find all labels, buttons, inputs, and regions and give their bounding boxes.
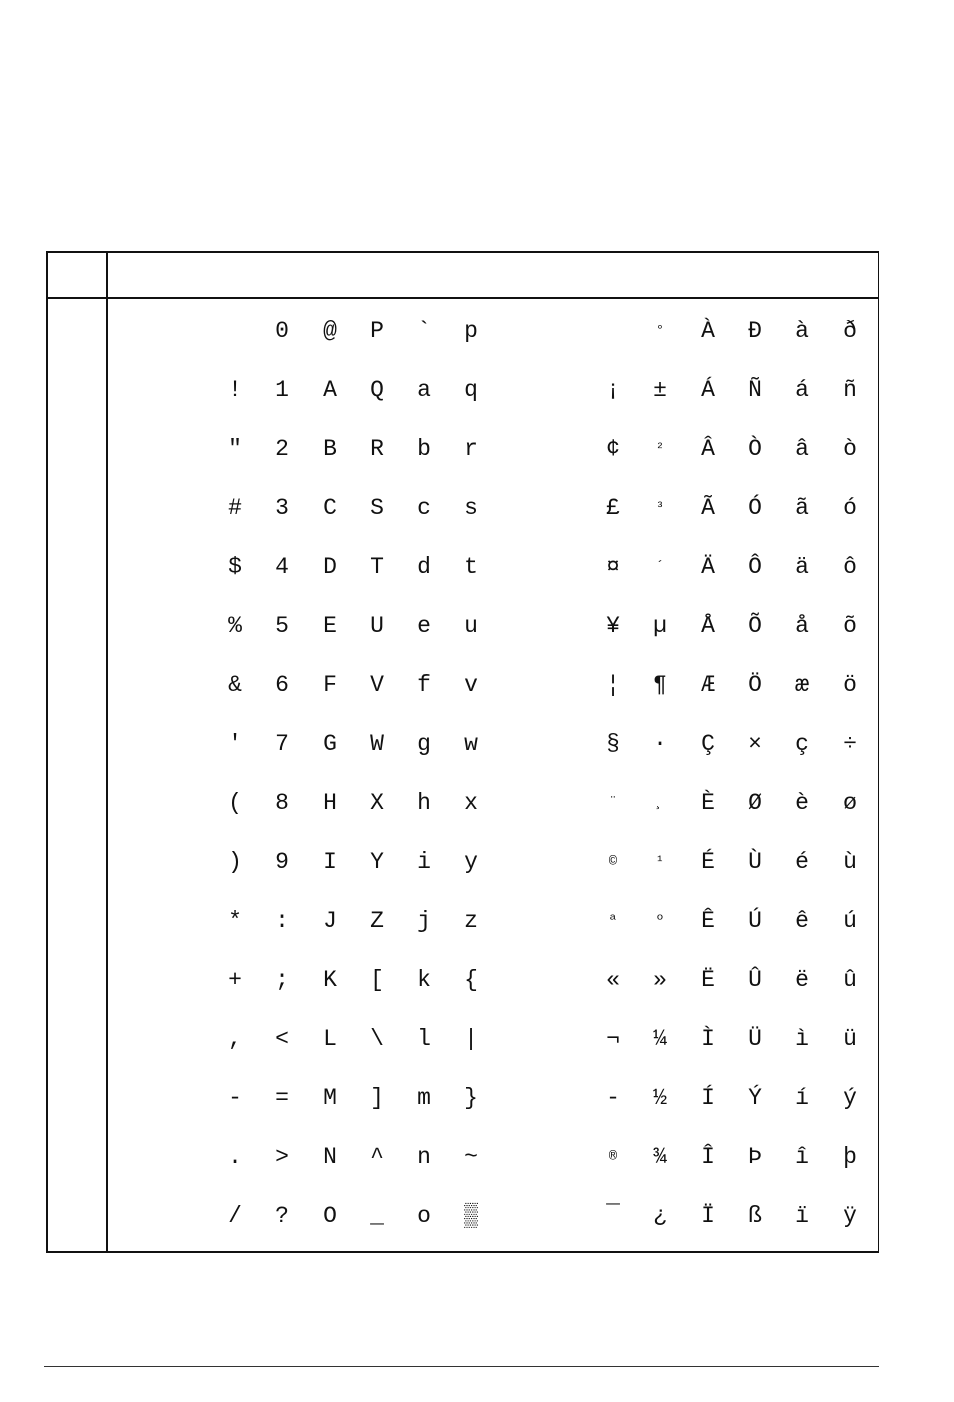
footer-rule xyxy=(44,1366,879,1367)
table-cell-glyph: H xyxy=(323,790,337,816)
table-cell-glyph: Í xyxy=(701,1085,715,1111)
table-cell-glyph: ã xyxy=(795,495,809,521)
table-cell-glyph: G xyxy=(323,731,337,757)
table-cell-glyph: ô xyxy=(843,554,857,580)
table-cell-glyph: Æ xyxy=(701,672,715,698)
table-cell-glyph: Ë xyxy=(701,967,715,993)
table-cell-glyph: i xyxy=(417,849,431,875)
table-cell-glyph: ì xyxy=(795,1026,809,1052)
table-cell-glyph: g xyxy=(417,731,431,757)
table-cell-glyph: | xyxy=(464,1026,478,1052)
table-cell-glyph: f xyxy=(417,672,431,698)
table-cell-glyph: P xyxy=(370,318,384,344)
table-cell-glyph: û xyxy=(843,967,857,993)
table-cell-glyph xyxy=(593,313,633,349)
table-cell-glyph: þ xyxy=(843,1144,857,1170)
table-cell-glyph: ç xyxy=(795,731,809,757)
table-cell-glyph: ¡ xyxy=(606,377,620,403)
table-cell-glyph: Ó xyxy=(748,495,762,521)
table-cell-glyph: õ xyxy=(843,613,857,639)
table-cell-glyph: ü xyxy=(843,1026,857,1052)
table-cell-glyph: ' xyxy=(228,731,242,757)
table-cell-glyph: \ xyxy=(370,1026,384,1052)
table-cell-glyph: ÿ xyxy=(843,1203,857,1229)
table-cell-glyph: È xyxy=(701,790,715,816)
table-cell-glyph: ñ xyxy=(843,377,857,403)
table-cell-glyph: · xyxy=(653,731,667,757)
table-cell-glyph: j xyxy=(417,908,431,934)
table-cell-glyph: ? xyxy=(275,1203,289,1229)
table-cell-glyph: R xyxy=(370,436,384,462)
table-cell-glyph: . xyxy=(228,1144,242,1170)
table-cell-glyph: ú xyxy=(843,908,857,934)
table-cell-glyph: u xyxy=(464,613,478,639)
table-cell-glyph: / xyxy=(228,1203,242,1229)
table-cell-glyph: 1 xyxy=(275,377,289,403)
table-cell-glyph: ¢ xyxy=(606,436,620,462)
table-cell-glyph: ^ xyxy=(370,1144,384,1170)
table-cell-glyph: W xyxy=(370,731,384,757)
table-cell-glyph: º xyxy=(655,913,665,929)
table-cell-glyph: n xyxy=(417,1144,431,1170)
table-cell-glyph: t xyxy=(464,554,478,580)
table-cell-glyph: © xyxy=(608,854,618,870)
table-cell-glyph: s xyxy=(464,495,478,521)
table-cell-glyph: ´ xyxy=(655,559,665,575)
table-cell-glyph: S xyxy=(370,495,384,521)
table-cell-glyph: K xyxy=(323,967,337,993)
table-cell-glyph: Ú xyxy=(748,908,762,934)
table-cell-glyph: Ö xyxy=(748,672,762,698)
table-cell-glyph: Ò xyxy=(748,436,762,462)
table-cell-glyph: Ø xyxy=(748,790,762,816)
table-cell-glyph: £ xyxy=(606,495,620,521)
table-cell-glyph: U xyxy=(370,613,384,639)
table-cell-glyph: $ xyxy=(228,554,242,580)
table-cell-glyph: * xyxy=(228,908,242,934)
table-cell-glyph: ó xyxy=(843,495,857,521)
table-cell-glyph: x xyxy=(464,790,478,816)
table-cell-glyph: < xyxy=(275,1026,289,1052)
table-cell-glyph: ¾ xyxy=(653,1144,667,1170)
table-cell-glyph: ¨ xyxy=(608,795,618,811)
table-cell-glyph: ¹ xyxy=(655,854,665,870)
table-cell-glyph: ª xyxy=(608,913,618,929)
table-cell-glyph: Ù xyxy=(748,849,762,875)
table-cell-glyph: ë xyxy=(795,967,809,993)
table-cell-glyph: » xyxy=(653,967,667,993)
table-cell-glyph: ¼ xyxy=(653,1026,667,1052)
character-grid xyxy=(48,253,878,1251)
table-cell-glyph: ¸ xyxy=(655,795,665,811)
table-cell-glyph: ¤ xyxy=(606,554,620,580)
table-cell-glyph: 2 xyxy=(275,436,289,462)
table-cell-glyph: ~ xyxy=(464,1144,478,1170)
table-cell-glyph: ß xyxy=(748,1203,762,1229)
table-cell-glyph: ø xyxy=(843,790,857,816)
table-cell-glyph: M xyxy=(323,1085,337,1111)
table-cell-glyph: « xyxy=(606,967,620,993)
table-cell-glyph: A xyxy=(323,377,337,403)
table-cell-glyph: q xyxy=(464,377,478,403)
table-cell-glyph: F xyxy=(323,672,337,698)
table-cell-glyph: 8 xyxy=(275,790,289,816)
table-cell-glyph: µ xyxy=(653,613,667,639)
table-cell-glyph: ÷ xyxy=(843,731,857,757)
table-cell-glyph: â xyxy=(795,436,809,462)
table-cell-glyph: v xyxy=(464,672,478,698)
table-cell-glyph: & xyxy=(228,672,242,698)
table-cell-glyph: Å xyxy=(701,613,715,639)
table-cell-glyph: O xyxy=(323,1203,337,1229)
table-cell-glyph: D xyxy=(323,554,337,580)
table-cell-glyph: ³ xyxy=(655,500,665,516)
table-cell-glyph: 7 xyxy=(275,731,289,757)
table-cell-glyph: Ô xyxy=(748,554,762,580)
table-cell-glyph: ½ xyxy=(653,1085,667,1111)
table-cell-glyph: " xyxy=(228,436,242,462)
table-cell-glyph: = xyxy=(275,1085,289,1111)
table-cell-glyph: @ xyxy=(323,318,337,344)
table-cell-glyph: } xyxy=(464,1085,478,1111)
table-cell-glyph: r xyxy=(464,436,478,462)
table-cell-glyph: × xyxy=(748,731,762,757)
table-cell-glyph: L xyxy=(323,1026,337,1052)
table-cell-glyph: , xyxy=(228,1026,242,1052)
table-cell-glyph: Õ xyxy=(748,613,762,639)
table-cell-glyph: h xyxy=(417,790,431,816)
table-cell-glyph: Ã xyxy=(701,495,715,521)
table-cell-glyph: + xyxy=(228,967,242,993)
table-cell-glyph: ! xyxy=(228,377,242,403)
table-cell-glyph: k xyxy=(417,967,431,993)
table-cell-glyph: J xyxy=(323,908,337,934)
table-cell-glyph: ð xyxy=(843,318,857,344)
table-cell-glyph: Ï xyxy=(701,1203,715,1229)
table-cell-glyph: z xyxy=(464,908,478,934)
table-cell-glyph: í xyxy=(795,1085,809,1111)
table-cell-glyph: I xyxy=(323,849,337,875)
table-cell-glyph: B xyxy=(323,436,337,462)
table-cell-glyph: p xyxy=(464,318,478,344)
table-cell-glyph: ¬ xyxy=(606,1026,620,1052)
table-cell-glyph: ¥ xyxy=(606,613,620,639)
table-cell-glyph: ] xyxy=(370,1085,384,1111)
table-cell-glyph: a xyxy=(417,377,431,403)
table-cell-glyph: 3 xyxy=(275,495,289,521)
table-cell-glyph: ò xyxy=(843,436,857,462)
table-cell-glyph: # xyxy=(228,495,242,521)
table-cell-glyph: T xyxy=(370,554,384,580)
table-cell-glyph: o xyxy=(417,1203,431,1229)
table-cell-glyph: ° xyxy=(655,323,665,339)
table-cell-glyph: ý xyxy=(843,1085,857,1111)
table-cell-glyph: À xyxy=(701,318,715,344)
table-cell-glyph: { xyxy=(464,967,478,993)
table-cell-glyph: 5 xyxy=(275,613,289,639)
table-cell-glyph: Â xyxy=(701,436,715,462)
table-cell-glyph: Ì xyxy=(701,1026,715,1052)
table-cell-glyph: % xyxy=(228,613,242,639)
table-cell-glyph: Û xyxy=(748,967,762,993)
table-cell-glyph: ® xyxy=(608,1149,618,1165)
table-cell-glyph: ä xyxy=(795,554,809,580)
table-cell-glyph: ▒ xyxy=(464,1203,478,1229)
table-cell-glyph: Y xyxy=(370,849,384,875)
table-cell-glyph: : xyxy=(275,908,289,934)
table-cell-glyph: Z xyxy=(370,908,384,934)
table-cell-glyph: m xyxy=(417,1085,431,1111)
table-cell-glyph: ¶ xyxy=(653,672,667,698)
table-cell-glyph: ö xyxy=(843,672,857,698)
table-cell-glyph: 4 xyxy=(275,554,289,580)
table-cell-glyph: É xyxy=(701,849,715,875)
table-cell-glyph: Þ xyxy=(748,1144,762,1170)
table-cell-glyph: à xyxy=(795,318,809,344)
table-cell-glyph: 0 xyxy=(275,318,289,344)
table-cell-glyph: _ xyxy=(370,1203,384,1229)
table-cell-glyph: å xyxy=(795,613,809,639)
table-cell-glyph: d xyxy=(417,554,431,580)
table-cell-glyph: Ç xyxy=(701,731,715,757)
table-cell-glyph: ¦ xyxy=(606,672,620,698)
table-cell-glyph: ù xyxy=(843,849,857,875)
table-cell-glyph: > xyxy=(275,1144,289,1170)
table-cell-glyph: Á xyxy=(701,377,715,403)
table-cell-glyph: w xyxy=(464,731,478,757)
table-cell-glyph: V xyxy=(370,672,384,698)
character-table xyxy=(46,251,879,1253)
table-cell-glyph: [ xyxy=(370,967,384,993)
table-cell-glyph: - xyxy=(606,1085,620,1111)
table-cell-glyph: E xyxy=(323,613,337,639)
table-cell-glyph: ¿ xyxy=(653,1203,667,1229)
table-cell-glyph: æ xyxy=(795,672,809,698)
table-cell-glyph: 6 xyxy=(275,672,289,698)
table-cell-glyph: Ñ xyxy=(748,377,762,403)
table-cell-glyph: ` xyxy=(417,318,431,344)
table-cell-glyph: Ð xyxy=(748,318,762,344)
table-cell-glyph: Ä xyxy=(701,554,715,580)
table-cell-glyph: ï xyxy=(795,1203,809,1229)
table-cell-glyph: Î xyxy=(701,1144,715,1170)
table-cell-glyph: b xyxy=(417,436,431,462)
table-cell-glyph: - xyxy=(228,1085,242,1111)
table-cell-glyph: X xyxy=(370,790,384,816)
table-cell-glyph: Ê xyxy=(701,908,715,934)
table-cell-glyph: á xyxy=(795,377,809,403)
table-cell-glyph: ± xyxy=(653,377,667,403)
table-cell-glyph: 9 xyxy=(275,849,289,875)
table-cell-glyph: î xyxy=(795,1144,809,1170)
table-cell-glyph: Q xyxy=(370,377,384,403)
table-cell-glyph: N xyxy=(323,1144,337,1170)
table-cell-glyph: è xyxy=(795,790,809,816)
table-cell-glyph xyxy=(215,313,255,349)
table-cell-glyph: ê xyxy=(795,908,809,934)
table-cell-glyph: C xyxy=(323,495,337,521)
table-cell-glyph: ² xyxy=(655,441,665,457)
table-cell-glyph: é xyxy=(795,849,809,875)
table-cell-glyph: ; xyxy=(275,967,289,993)
table-cell-glyph: § xyxy=(606,731,620,757)
table-cell-glyph: ( xyxy=(228,790,242,816)
table-cell-glyph: l xyxy=(417,1026,431,1052)
table-cell-glyph: ¯ xyxy=(606,1203,620,1229)
table-cell-glyph: ) xyxy=(228,849,242,875)
table-cell-glyph: Ü xyxy=(748,1026,762,1052)
table-cell-glyph: Ý xyxy=(748,1085,762,1111)
table-cell-glyph: e xyxy=(417,613,431,639)
table-cell-glyph: c xyxy=(417,495,431,521)
table-cell-glyph: y xyxy=(464,849,478,875)
